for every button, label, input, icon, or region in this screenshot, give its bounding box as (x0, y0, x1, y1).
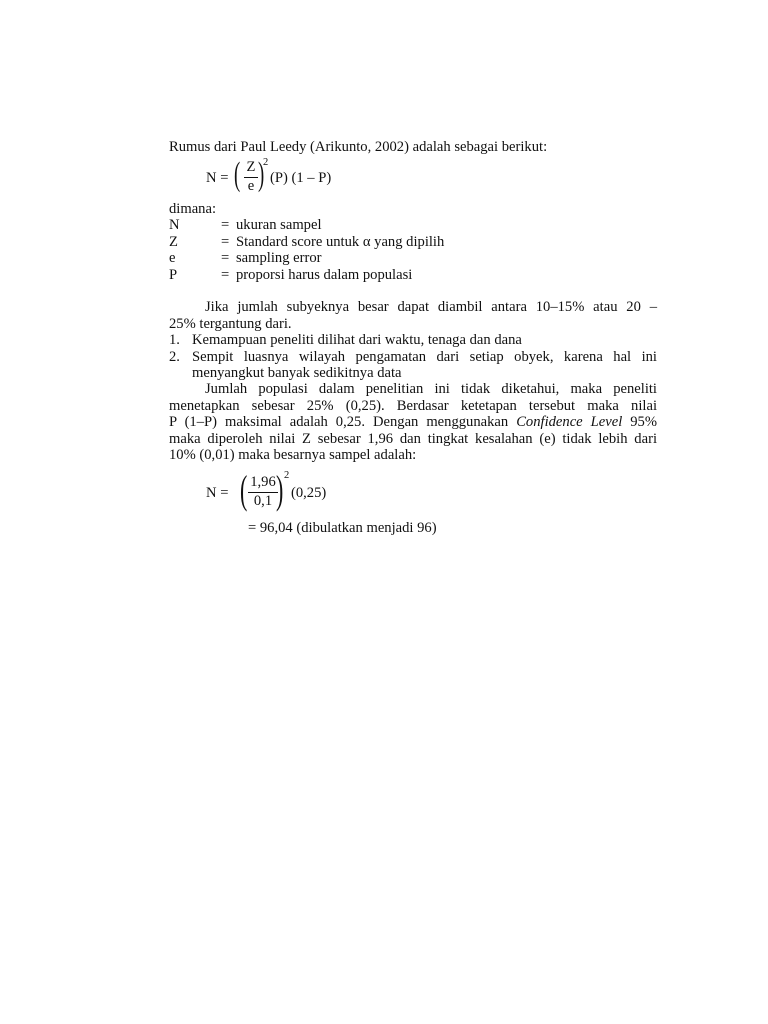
definition-symbol: N (169, 217, 180, 233)
formula-1-left-paren: ( (234, 156, 241, 193)
definition-symbol: Z (169, 234, 178, 250)
list-item-text: Sempit luasnya wilayah pengamatan dari setiap obyek, karena hal ini (192, 349, 657, 365)
formula-2-exponent: 2 (284, 470, 290, 481)
formula-2-numerator: 1,96 (250, 474, 276, 490)
definition-symbol: e (169, 250, 176, 266)
intro-text: Rumus dari Paul Leedy (Arikunto, 2002) adalah sebagai berikut: (169, 139, 548, 155)
formula-2-left-paren: ( (240, 467, 248, 512)
formula-1-lhs: N = (206, 170, 229, 186)
formula-2-denominator: 0,1 (253, 493, 273, 509)
formula-1-exponent: 2 (263, 157, 269, 168)
paragraph-2-line-3 (169, 414, 657, 430)
list-number: 1. (169, 332, 180, 348)
confidence-level-term: Confidence Level (516, 414, 623, 430)
paragraph-2-line-3-start: P (1–P) maksimal adalah 0,25. Dengan menggunakan (169, 414, 517, 430)
formula-2-rest: (0,25) (291, 485, 327, 501)
formula-2-result: = 96,04 (dibulatkan menjadi 96) (248, 520, 437, 536)
definition-equals: = (221, 267, 230, 283)
list-item-text: Kemampuan peneliti dilihat dari waktu, tenaga dan dana (192, 332, 522, 348)
formula-2-right-paren: ) (276, 467, 284, 512)
list-item-text-continued: menyangkut banyak sedikitnya data (192, 365, 402, 381)
paragraph-2-line-3-end: 95% (622, 414, 657, 430)
list-number: 2. (169, 349, 180, 365)
paragraph-2-line-2: menetapkan sebesar 25% (0,25). Berdasar ketetapan tersebut maka nilai (169, 398, 657, 414)
paragraph-2-line-1: Jumlah populasi dalam penelitian ini tidak diketahui, maka peneliti (205, 381, 657, 397)
definition-text: proporsi harus dalam populasi (236, 267, 413, 283)
where-label: dimana: (169, 201, 217, 217)
formula-1-numerator: Z (246, 159, 256, 175)
definition-equals: = (221, 217, 230, 233)
formula-1-right-paren: ) (258, 156, 265, 193)
paragraph-1-line-1: Jika jumlah subyeknya besar dapat diambil antara 10–15% atau 20 – (205, 299, 657, 315)
paragraph-1-line-2: 25% tergantung dari. (169, 316, 292, 332)
formula-1-rest: (P) (1 – P) (270, 170, 332, 186)
formula-2-lhs: N = (206, 485, 229, 501)
formula-1-denominator: e (247, 178, 255, 194)
definition-equals: = (221, 234, 230, 250)
definition-text: Standard score untuk α yang dipilih (236, 234, 445, 250)
definition-equals: = (221, 250, 230, 266)
definition-text: ukuran sampel (236, 217, 322, 233)
definition-symbol: P (169, 267, 178, 283)
paragraph-2-line-5: 10% (0,01) maka besarnya sampel adalah: (169, 447, 417, 463)
definition-text: sampling error (236, 250, 322, 266)
paragraph-2-line-4: maka diperoleh nilai Z sebesar 1,96 dan tingkat kesalahan (e) tidak lebih dari (169, 431, 657, 447)
